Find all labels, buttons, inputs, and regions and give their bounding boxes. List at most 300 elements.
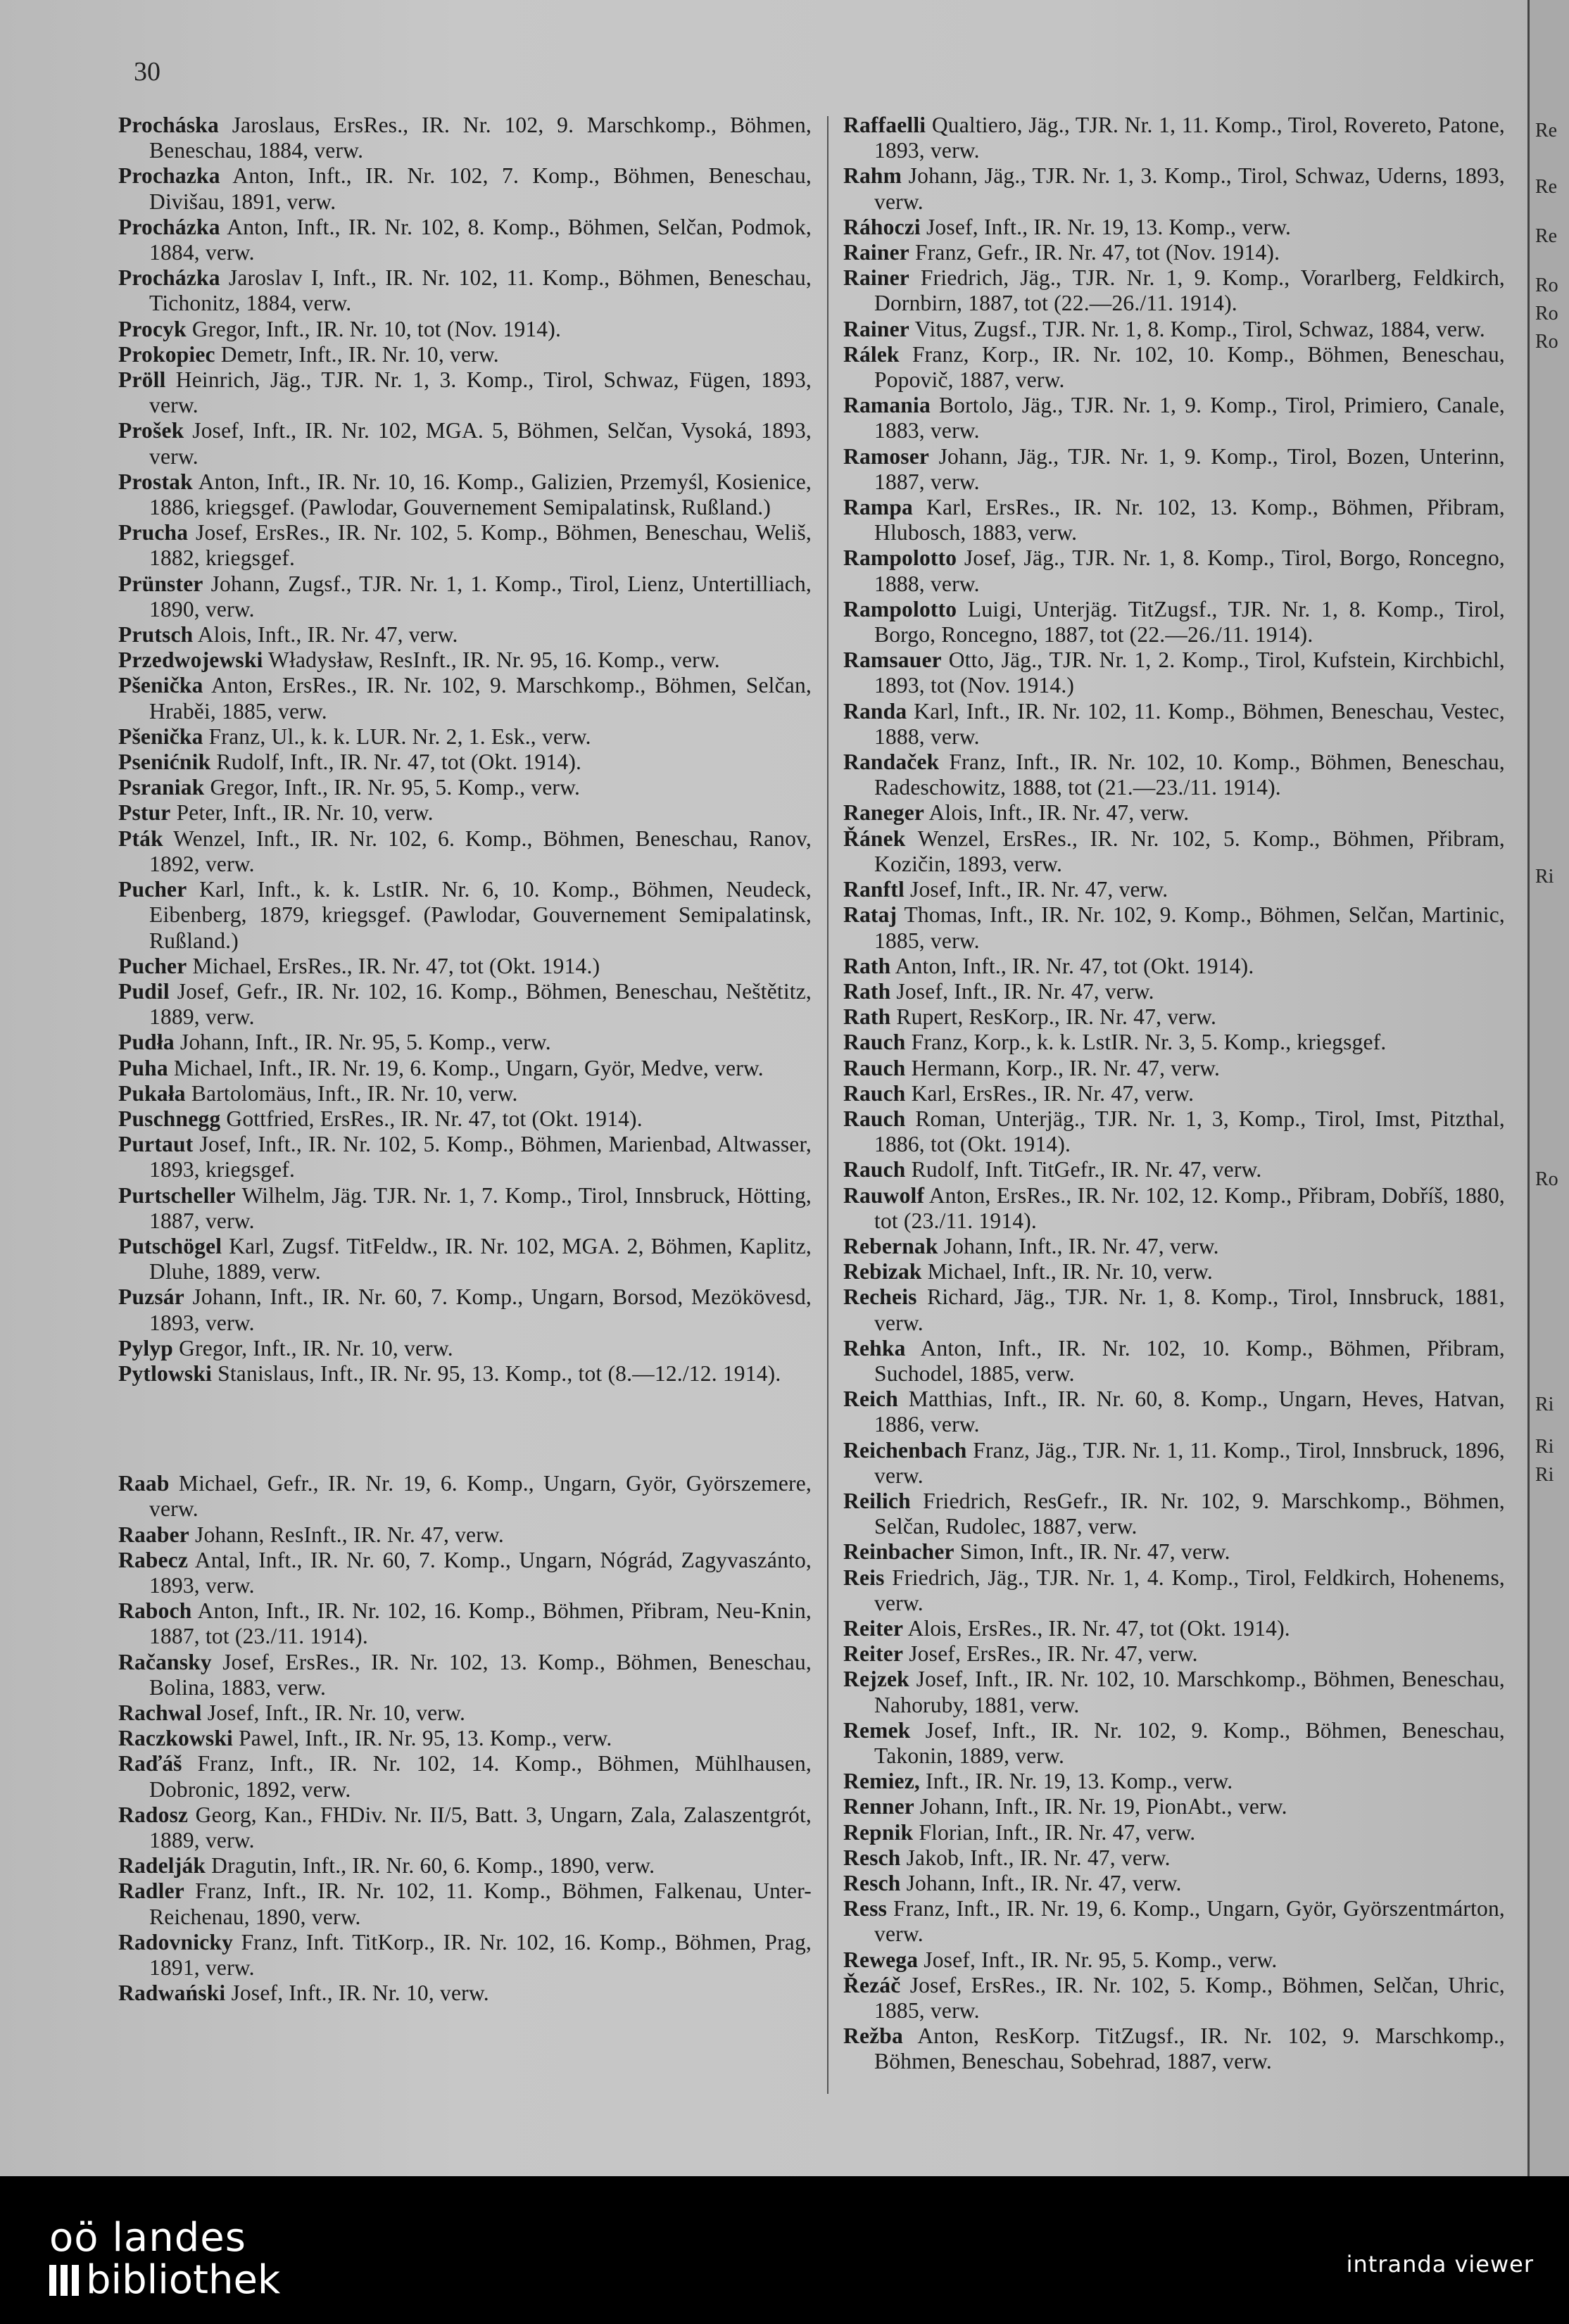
entry-details: Franz, Inft., IR. Nr. 102, 14. Komp., Böhmen, Mühlhausen, Dobronic, 1892, verw. xyxy=(149,1751,812,1802)
entry-surname: Rauch xyxy=(843,1055,906,1080)
entry-surname: Rehka xyxy=(843,1335,906,1360)
register-entry xyxy=(118,775,812,800)
entry-surname: Rebizak xyxy=(843,1259,922,1284)
register-entry xyxy=(843,495,1505,545)
register-entry xyxy=(118,520,812,571)
entry-surname: Puzsár xyxy=(118,1284,184,1310)
register-entry xyxy=(118,1106,812,1132)
entry-details: Demetr, Inft., IR. Nr. 10, verw. xyxy=(215,341,499,367)
register-entry xyxy=(843,1769,1505,1794)
entry-surname: Ranftl xyxy=(843,877,905,902)
entry-details: Josef, Inft., IR. Nr. 10, verw. xyxy=(225,1981,489,2006)
entry-details: Simon, Inft., IR. Nr. 47, verw. xyxy=(954,1539,1230,1565)
register-entry xyxy=(843,545,1505,596)
entry-details: Bartolomäus, Inft., IR. Nr. 10, verw. xyxy=(185,1080,518,1106)
entry-details: Franz, Korp., IR. Nr. 102, 10. Komp., Böhmen, Beneschau, Popovič, 1887, verw. xyxy=(874,341,1505,393)
entry-surname: Procháska xyxy=(118,113,219,137)
entry-details: Franz, Jäg., TJR. Nr. 1, 11. Komp., Tirol, Innsbruck, 1896, verw. xyxy=(874,1437,1505,1488)
entry-surname: Rauch xyxy=(843,1030,906,1055)
entry-details: Wenzel, Inft., IR. Nr. 102, 6. Komp., Böhmen, Beneschau, Ranov, 1892, verw. xyxy=(149,826,812,876)
entry-surname: Randa xyxy=(843,698,907,724)
entry-details: Bortolo, Jäg., TJR. Nr. 1, 9. Komp., Tirol, Primiero, Canale, 1883, verw. xyxy=(874,393,1505,443)
entry-surname: Rath xyxy=(843,978,891,1004)
entry-surname: Prostak xyxy=(118,469,193,494)
entry-details: Johann, Inft., IR. Nr. 47, verw. xyxy=(938,1233,1219,1258)
entry-details: Josef, Inft., IR. Nr. 47, verw. xyxy=(890,978,1154,1004)
entry-surname: Reiter xyxy=(843,1641,904,1667)
entry-surname: Rampolotto xyxy=(843,545,957,571)
entry-surname: Pudła xyxy=(118,1030,175,1055)
register-entry xyxy=(843,648,1505,698)
register-entry xyxy=(843,750,1505,800)
register-entry xyxy=(843,240,1505,265)
next-page-fragment: Ri xyxy=(1535,1394,1554,1415)
entry-details: Heinrich, Jäg., TJR. Nr. 1, 3. Komp., Tirol, Schwaz, Fügen, 1893, verw. xyxy=(149,367,812,418)
next-page-fragment: Re xyxy=(1535,120,1558,141)
register-entry xyxy=(843,1973,1505,2023)
register-entry xyxy=(118,1700,812,1726)
register-entry xyxy=(843,1081,1505,1106)
entry-surname: Ramoser xyxy=(843,443,930,469)
entry-surname: Pucher xyxy=(118,953,187,978)
page-number: 30 xyxy=(134,57,160,87)
register-entry xyxy=(843,1794,1505,1819)
entry-details: Vitus, Zugsf., TJR. Nr. 1, 8. Komp., Tirol, Schwaz, 1884, verw. xyxy=(909,316,1485,341)
entry-details: Anton, ResKorp. TitZugsf., IR. Nr. 102, 9. Marschkomp., Böhmen, Beneschau, Sobehrad, 1887, verw. xyxy=(874,2023,1505,2074)
register-entry xyxy=(843,317,1505,342)
register-entry xyxy=(118,622,812,648)
entry-surname: Rauch xyxy=(843,1106,906,1131)
entry-details: Roman, Unterjäg., TJR. Nr. 1, 3, Komp., Tirol, Imst, Pitzthal, 1886, tot (Okt. 1914). xyxy=(874,1106,1505,1157)
entry-details: Anton, ErsRes., IR. Nr. 102, 12. Komp., Přibram, Dobříš, 1880, tot (23./11. 1914). xyxy=(874,1182,1505,1233)
entry-details: Johann, ResInft., IR. Nr. 47, verw. xyxy=(189,1522,504,1547)
entry-details: Franz, Gefr., IR. Nr. 47, tot (Nov. 1914). xyxy=(909,240,1280,265)
register-entry xyxy=(118,1802,812,1853)
entry-surname: Rauwolf xyxy=(843,1182,925,1208)
register-entry xyxy=(843,1845,1505,1871)
entry-surname: Reichenbach xyxy=(843,1437,967,1463)
register-entry xyxy=(118,750,812,775)
register-entry xyxy=(118,979,812,1030)
register-entry xyxy=(118,1726,812,1751)
entry-surname: Procházka xyxy=(118,265,220,291)
entry-details: Antal, Inft., IR. Nr. 60, 7. Komp., Ungarn, Nógrád, Zagyvaszánto, 1893, verw. xyxy=(149,1547,812,1598)
entry-details: Friedrich, Jäg., TJR. Nr. 1, 4. Komp., Tirol, Feldkirch, Hohenems, verw. xyxy=(874,1565,1505,1615)
entry-surname: Radler xyxy=(118,1878,184,1904)
entry-details: Rudolf, Inft. TitGefr., IR. Nr. 47, verw. xyxy=(905,1157,1262,1182)
entry-details: Franz, Ul., k. k. LUR. Nr. 2, 1. Esk., verw. xyxy=(203,724,591,749)
next-page-fragment: Re xyxy=(1535,176,1558,198)
entry-details: Jaroslaus, ErsRes., IR. Nr. 102, 9. Marschkomp., Böhmen, Beneschau, 1884, verw. xyxy=(149,113,812,163)
entry-details: Jaroslav I, Inft., IR. Nr. 102, 11. Komp., Böhmen, Beneschau, Tichonitz, 1884, verw. xyxy=(149,265,812,316)
entry-surname: Rejzek xyxy=(843,1667,909,1692)
entry-surname: Raboch xyxy=(118,1598,192,1624)
entry-surname: Raab xyxy=(118,1471,170,1496)
entry-surname: Rauch xyxy=(843,1157,906,1182)
entry-details: Alois, Inft., IR. Nr. 47, verw. xyxy=(193,622,458,648)
entry-surname: Rahm xyxy=(843,163,902,189)
register-entry xyxy=(843,1616,1505,1641)
entry-surname: Pucher xyxy=(118,877,187,902)
register-entry xyxy=(843,1641,1505,1667)
entry-surname: Puha xyxy=(118,1055,168,1080)
entry-surname: Rachwal xyxy=(118,1700,202,1725)
entry-surname: Purtscheller xyxy=(118,1182,236,1208)
entry-surname: Račansky xyxy=(118,1649,212,1674)
register-entry xyxy=(843,215,1505,240)
entry-details: Karl, ErsRes., IR. Nr. 47, verw. xyxy=(905,1080,1195,1106)
register-entry xyxy=(118,877,812,954)
register-entry xyxy=(843,1539,1505,1565)
entry-details: Jakob, Inft., IR. Nr. 47, verw. xyxy=(900,1845,1171,1870)
register-entry xyxy=(118,1284,812,1335)
register-entry xyxy=(843,393,1505,443)
entry-details: Josef, Inft., IR. Nr. 10, verw. xyxy=(201,1700,466,1725)
entry-details: Michael, Inft., IR. Nr. 10, verw. xyxy=(921,1259,1213,1284)
register-entry xyxy=(118,1030,812,1055)
register-entry xyxy=(118,215,812,265)
entry-surname: Purtaut xyxy=(118,1132,194,1157)
next-page-fragment: Ri xyxy=(1535,1464,1554,1486)
register-entry xyxy=(843,1284,1505,1335)
entry-details: Inft., IR. Nr. 19, 13. Komp., verw. xyxy=(919,1769,1233,1794)
register-entry xyxy=(843,1565,1505,1616)
entry-surname: Prokopiec xyxy=(118,341,215,367)
entry-surname: Rainer xyxy=(843,240,909,265)
entry-surname: Reis xyxy=(843,1565,885,1590)
entry-surname: Przedwojewski xyxy=(118,648,263,673)
register-entry xyxy=(118,1598,812,1649)
register-entry xyxy=(843,1004,1505,1030)
entry-surname: Rath xyxy=(843,1004,891,1030)
register-entry xyxy=(843,1438,1505,1489)
entry-details: Josef, Gefr., IR. Nr. 102, 16. Komp., Böhmen, Beneschau, Neštětitz, 1889, verw. xyxy=(149,978,812,1030)
entry-details: Anton, Inft., IR. Nr. 102, 7. Komp., Böhmen, Beneschau, Divišau, 1891, verw. xyxy=(149,163,812,214)
entry-details: Josef, Inft., IR. Nr. 95, 5. Komp., verw. xyxy=(918,1947,1278,1972)
register-entry xyxy=(118,1930,812,1981)
register-entry xyxy=(118,1751,812,1802)
register-entry xyxy=(118,1878,812,1929)
entry-surname: Pták xyxy=(118,826,163,851)
register-entry xyxy=(118,163,812,214)
register-entry xyxy=(843,1030,1505,1055)
entry-details: Anton, Inft., IR. Nr. 102, 8. Komp., Böhmen, Selčan, Podmok, 1884, verw. xyxy=(149,214,812,265)
entry-surname: Pšenička xyxy=(118,724,203,749)
register-entry xyxy=(118,571,812,622)
entry-surname: Pukała xyxy=(118,1080,186,1106)
entry-surname: Rainer xyxy=(843,265,909,291)
entry-surname: Putschögel xyxy=(118,1233,222,1258)
entry-details: Michael, Inft., IR. Nr. 19, 6. Komp., Ungarn, Györ, Medve, verw. xyxy=(168,1055,764,1080)
entry-details: Anton, Inft., IR. Nr. 47, tot (Okt. 1914). xyxy=(890,953,1254,978)
register-entry xyxy=(843,1157,1505,1182)
register-entry xyxy=(843,699,1505,750)
register-entry xyxy=(843,597,1505,648)
register-entry xyxy=(118,826,812,877)
entry-surname: Procyk xyxy=(118,316,187,341)
entry-details: Josef, Inft., IR. Nr. 19, 13. Komp., verw. xyxy=(920,214,1292,239)
entry-details: Josef, ErsRes., IR. Nr. 102, 13. Komp., Böhmen, Beneschau, Bolina, 1883, verw. xyxy=(149,1649,812,1700)
entry-details: Richard, Jäg., TJR. Nr. 1, 8. Komp., Tirol, Innsbruck, 1881, verw. xyxy=(874,1284,1505,1335)
entry-details: Hermann, Korp., IR. Nr. 47, verw. xyxy=(905,1055,1221,1080)
entry-surname: Rath xyxy=(843,953,891,978)
entry-details: Anton, Inft., IR. Nr. 10, 16. Komp., Galizien, Przemyśl, Kosienice, 1886, kriegsgef. (Pawlodar, Gouvernement Semipalatinsk, Rußland.) xyxy=(149,469,812,520)
next-page-fragment: Ri xyxy=(1535,1436,1554,1458)
entry-details: Alois, Inft., IR. Nr. 47, verw. xyxy=(924,800,1190,826)
entry-surname: Randaček xyxy=(843,750,940,775)
entry-details: Karl, Inft., k. k. LstIR. Nr. 6, 10. Komp., Böhmen, Neudeck, Eibenberg, 1879, kriegsgef. (Pawlodar, Gouvernement Semipalatinsk, Rußland.) xyxy=(149,877,812,953)
entry-surname: Raneger xyxy=(843,800,925,826)
entry-details: Franz, Inft., IR. Nr. 102, 10. Komp., Böhmen, Beneschau, Radeschowitz, 1888, tot (21.—23./11. 1914). xyxy=(874,750,1505,800)
entry-details: Alois, ErsRes., IR. Nr. 47, tot (Okt. 1914). xyxy=(903,1615,1290,1641)
entry-details: Michael, ErsRes., IR. Nr. 47, tot (Okt. 1914.) xyxy=(187,953,600,978)
entry-details: Rudolf, Inft., IR. Nr. 47, tot (Okt. 1914). xyxy=(210,750,582,775)
entry-surname: Rampa xyxy=(843,495,914,520)
entry-surname: Raaber xyxy=(118,1522,189,1547)
right-column xyxy=(843,113,1505,2075)
entry-surname: Rewega xyxy=(843,1947,919,1972)
entry-surname: Řánek xyxy=(843,826,906,851)
register-entry xyxy=(118,1132,812,1182)
entry-details: Johann, Inft., IR. Nr. 95, 5. Komp., verw. xyxy=(174,1030,551,1055)
entry-surname: Remek xyxy=(843,1717,911,1743)
entry-details: Johann, Jäg., TJR. Nr. 1, 3. Komp., Tirol, Schwaz, Uderns, 1893, verw. xyxy=(874,163,1505,214)
entry-surname: Renner xyxy=(843,1794,914,1819)
entry-details: Anton, Inft., IR. Nr. 102, 16. Komp., Böhmen, Přibram, Neu-Knin, 1887, tot (23./11. 1914). xyxy=(149,1598,812,1649)
entry-details: Franz, Inft., IR. Nr. 102, 11. Komp., Böhmen, Falkenau, Unter-Reichenau, 1890, verw. xyxy=(149,1878,812,1929)
register-entry xyxy=(843,877,1505,902)
logo-line-2: bibliothek xyxy=(86,2257,281,2303)
entry-surname: Resch xyxy=(843,1845,901,1870)
entry-surname: Rálek xyxy=(843,341,900,367)
register-entry xyxy=(843,979,1505,1004)
register-entry xyxy=(843,1106,1505,1157)
register-entry xyxy=(118,1853,812,1878)
entry-details: Karl, Zugsf. TitFeldw., IR. Nr. 102, MGA. 2, Böhmen, Kaplitz, Dluhe, 1889, verw. xyxy=(149,1233,812,1284)
entry-surname: Ramsauer xyxy=(843,648,942,673)
entry-details: Johann, Jäg., TJR. Nr. 1, 9. Komp., Tirol, Bozen, Unterinn, 1887, verw. xyxy=(874,443,1505,494)
entry-details: Josef, Inft., IR. Nr. 102, 9. Komp., Böhmen, Beneschau, Takonin, 1889, verw. xyxy=(874,1717,1505,1768)
entry-details: Franz, Inft. TitKorp., IR. Nr. 102, 16. Komp., Böhmen, Prag, 1891, verw. xyxy=(149,1929,812,1981)
next-page-edge xyxy=(1527,0,1569,2176)
register-entry xyxy=(843,1387,1505,1437)
register-entry xyxy=(843,1234,1505,1259)
entry-details: Franz, Inft., IR. Nr. 19, 6. Komp., Ungarn, Györ, Györszentmárton, verw. xyxy=(874,1896,1505,1947)
entry-details: Josef, Inft., IR. Nr. 102, 10. Marschkomp., Böhmen, Beneschau, Nahoruby, 1881, verw. xyxy=(874,1667,1505,1717)
register-entry xyxy=(843,2023,1505,2074)
entry-surname: Radosz xyxy=(118,1802,189,1827)
entry-details: Thomas, Inft., IR. Nr. 102, 9. Komp., Böhmen, Selčan, Martinic, 1885, verw. xyxy=(874,902,1505,953)
entry-details: Dragutin, Inft., IR. Nr. 60, 6. Komp., 1890, verw. xyxy=(206,1853,655,1878)
entry-surname: Prošek xyxy=(118,418,184,443)
entry-details: Luigi, Unterjäg. TitZugsf., TJR. Nr. 1, 8. Komp., Tirol, Borgo, Roncegno, 1887, tot (22.—26./11. 1914). xyxy=(874,596,1505,648)
register-entry xyxy=(118,1548,812,1598)
register-entry xyxy=(118,1981,812,2006)
entry-surname: Raďáš xyxy=(118,1751,182,1776)
register-entry xyxy=(118,469,812,520)
entry-details: Josef, Inft., IR. Nr. 102, 5. Komp., Böhmen, Marienbad, Altwasser, 1893, kriegsgef. xyxy=(149,1132,812,1182)
register-entry xyxy=(118,1183,812,1234)
entry-details: Władysław, ResInft., IR. Nr. 95, 16. Komp., verw. xyxy=(263,648,720,673)
entry-surname: Repnik xyxy=(843,1819,914,1845)
entry-details: Otto, Jäg., TJR. Nr. 1, 2. Komp., Tirol, Kufstein, Kirchbichl, 1893, tot (Nov. 1914.) xyxy=(874,648,1505,698)
register-entry xyxy=(118,367,812,418)
entry-details: Wilhelm, Jäg. TJR. Nr. 1, 7. Komp., Tirol, Innsbruck, Hötting, 1887, verw. xyxy=(149,1182,812,1233)
register-entry xyxy=(118,800,812,826)
next-page-fragment: Ro xyxy=(1535,331,1558,353)
entry-surname: Pstur xyxy=(118,800,171,826)
entry-surname: Prutsch xyxy=(118,622,194,648)
entry-details: Rupert, ResKorp., IR. Nr. 47, verw. xyxy=(890,1004,1217,1030)
entry-details: Johann, Inft., IR. Nr. 47, verw. xyxy=(900,1871,1182,1896)
entry-surname: Reinbacher xyxy=(843,1539,954,1565)
entry-details: Josef, ErsRes., IR. Nr. 102, 5. Komp., Böhmen, Beneschau, Weliš, 1882, kriegsgef. xyxy=(149,520,812,571)
entry-surname: Ráhoczi xyxy=(843,214,921,239)
entry-surname: Reilich xyxy=(843,1488,911,1513)
entry-details: Anton, Inft., IR. Nr. 102, 10. Komp., Böhmen, Přibram, Suchodel, 1885, verw. xyxy=(874,1335,1505,1386)
register-entry xyxy=(843,1183,1505,1234)
entry-surname: Raffaelli xyxy=(843,113,926,137)
next-page-fragment: Ro xyxy=(1535,1168,1558,1190)
entry-surname: Radovnicky xyxy=(118,1929,234,1954)
viewer-link[interactable]: intranda viewer xyxy=(1346,2251,1534,2278)
section-gap xyxy=(118,1387,812,1471)
entry-details: Georg, Kan., FHDiv. Nr. II/5, Batt. 3, Ungarn, Zala, Zalaszentgrót, 1889, verw. xyxy=(149,1802,812,1852)
entry-details: Johann, Zugsf., TJR. Nr. 1, 1. Komp., Tirol, Lienz, Untertilliach, 1890, verw. xyxy=(149,571,812,621)
register-entry xyxy=(843,1947,1505,1973)
entry-surname: Rataj xyxy=(843,902,897,928)
entry-details: Qualtiero, Jäg., TJR. Nr. 1, 11. Komp., Tirol, Rovereto, Patone, 1893, verw. xyxy=(874,113,1505,163)
entry-surname: Prucha xyxy=(118,520,189,545)
entry-surname: Raczkowski xyxy=(118,1726,234,1751)
entry-details: Gregor, Inft., IR. Nr. 95, 5. Komp., verw. xyxy=(204,775,581,800)
register-entry xyxy=(118,342,812,367)
register-entry xyxy=(118,1361,812,1387)
register-entry xyxy=(843,1667,1505,1717)
entry-details: Gregor, Inft., IR. Nr. 10, tot (Nov. 1914). xyxy=(186,316,562,341)
entry-details: Florian, Inft., IR. Nr. 47, verw. xyxy=(913,1819,1196,1845)
register-entry xyxy=(118,113,812,163)
entry-surname: Režba xyxy=(843,2023,903,2049)
entry-details: Matthias, Inft., IR. Nr. 60, 8. Komp., Ungarn, Heves, Hatvan, 1886, verw. xyxy=(874,1387,1505,1437)
register-entry xyxy=(118,1336,812,1361)
register-entry xyxy=(843,113,1505,163)
logo-bars-icon xyxy=(49,2265,79,2296)
entry-surname: Psenićnik xyxy=(118,750,211,775)
register-entry xyxy=(843,826,1505,877)
entry-surname: Rebernak xyxy=(843,1233,938,1258)
entry-details: Karl, Inft., IR. Nr. 102, 11. Komp., Böhmen, Beneschau, Vestec, 1888, verw. xyxy=(874,698,1505,749)
logo-line-2-wrap xyxy=(49,2259,280,2301)
entry-surname: Ress xyxy=(843,1896,888,1921)
register-entry xyxy=(118,1081,812,1106)
register-entry xyxy=(118,317,812,342)
entry-details: Gottfried, ErsRes., IR. Nr. 47, tot (Okt. 1914). xyxy=(220,1106,643,1131)
entry-details: Michael, Gefr., IR. Nr. 19, 6. Komp., Ungarn, Györ, Györszemere, verw. xyxy=(149,1471,812,1522)
entry-surname: Pröll xyxy=(118,367,166,393)
entry-details: Friedrich, Jäg., TJR. Nr. 1, 9. Komp., Vorarlberg, Feldkirch, Dornbirn, 1887, tot (22.—26./11. 1914). xyxy=(874,265,1505,316)
entry-details: Anton, ErsRes., IR. Nr. 102, 9. Marschkomp., Böhmen, Selčan, Hraběi, 1885, verw. xyxy=(149,673,812,724)
entry-surname: Reich xyxy=(843,1387,898,1412)
next-page-fragment: Re xyxy=(1535,225,1558,247)
entry-surname: Řezáč xyxy=(843,1972,901,1997)
register-entry xyxy=(118,1522,812,1548)
register-entry xyxy=(843,1489,1505,1539)
register-entry xyxy=(118,418,812,469)
entry-surname: Psraniak xyxy=(118,775,205,800)
entry-surname: Rainer xyxy=(843,316,909,341)
register-entry xyxy=(843,1718,1505,1769)
next-page-fragment: Ro xyxy=(1535,303,1558,324)
entry-surname: Remiez, xyxy=(843,1769,920,1794)
register-entry xyxy=(843,902,1505,953)
register-entry xyxy=(118,954,812,979)
register-entry xyxy=(843,1336,1505,1387)
register-entry xyxy=(118,673,812,724)
entry-surname: Rauch xyxy=(843,1080,906,1106)
register-entry xyxy=(118,1056,812,1081)
register-entry xyxy=(843,1820,1505,1845)
register-entry xyxy=(843,800,1505,826)
library-logo xyxy=(49,2217,280,2301)
register-entry xyxy=(118,1234,812,1284)
register-entry xyxy=(843,1056,1505,1081)
logo-line-1: oö landes xyxy=(49,2215,246,2261)
entry-details: Franz, Korp., k. k. LstIR. Nr. 3, 5. Komp., kriegsgef. xyxy=(905,1030,1387,1055)
entry-details: Johann, Inft., IR. Nr. 60, 7. Komp., Ungarn, Borsod, Mezökövesd, 1893, verw. xyxy=(149,1284,812,1335)
entry-details: Stanislaus, Inft., IR. Nr. 95, 13. Komp., tot (8.—12./12. 1914). xyxy=(212,1360,781,1386)
entry-surname: Pylyp xyxy=(118,1335,174,1360)
register-entry xyxy=(118,1650,812,1700)
register-entry xyxy=(843,1896,1505,1947)
entry-details: Josef, Jäg., TJR. Nr. 1, 8. Komp., Tirol, Borgo, Roncegno, 1888, verw. xyxy=(874,545,1505,596)
entry-surname: Prochazka xyxy=(118,163,220,189)
entry-details: Karl, ErsRes., IR. Nr. 102, 13. Komp., Böhmen, Přibram, Hlubosch, 1883, verw. xyxy=(874,495,1505,545)
entry-surname: Puschnegg xyxy=(118,1106,221,1131)
entry-surname: Prünster xyxy=(118,571,203,596)
column-divider xyxy=(827,116,828,2094)
left-column xyxy=(118,113,812,2006)
entry-surname: Procházka xyxy=(118,214,220,239)
entry-details: Josef, ErsRes., IR. Nr. 47, verw. xyxy=(903,1641,1198,1667)
register-entry xyxy=(843,163,1505,214)
next-page-fragment: Ri xyxy=(1535,866,1554,888)
entry-details: Pawel, Inft., IR. Nr. 95, 13. Komp., verw. xyxy=(233,1726,612,1751)
register-entry xyxy=(843,342,1505,393)
entry-surname: Recheis xyxy=(843,1284,917,1310)
register-entry xyxy=(118,724,812,750)
entry-surname: Resch xyxy=(843,1871,901,1896)
register-entry xyxy=(118,1471,812,1522)
entry-surname: Rampolotto xyxy=(843,596,957,621)
entry-surname: Pytlowski xyxy=(118,1360,213,1386)
register-entry xyxy=(118,648,812,673)
entry-details: Josef, Inft., IR. Nr. 47, verw. xyxy=(904,877,1168,902)
entry-details: Josef, ErsRes., IR. Nr. 102, 5. Komp., Böhmen, Selčan, Uhric, 1885, verw. xyxy=(874,1972,1505,2023)
entry-surname: Radwański xyxy=(118,1981,226,2006)
entry-surname: Pšenička xyxy=(118,673,203,698)
entry-surname: Pudil xyxy=(118,978,170,1004)
register-entry xyxy=(843,954,1505,979)
entry-surname: Radelják xyxy=(118,1853,206,1878)
entry-details: Josef, Inft., IR. Nr. 102, MGA. 5, Böhmen, Selčan, Vysoká, 1893, verw. xyxy=(149,418,812,469)
register-entry xyxy=(118,265,812,316)
entry-details: Johann, Inft., IR. Nr. 19, PionAbt., verw. xyxy=(914,1794,1287,1819)
register-entry xyxy=(843,444,1505,495)
entry-surname: Ramania xyxy=(843,393,931,418)
entry-surname: Rabecz xyxy=(118,1547,189,1572)
register-entry xyxy=(843,265,1505,316)
